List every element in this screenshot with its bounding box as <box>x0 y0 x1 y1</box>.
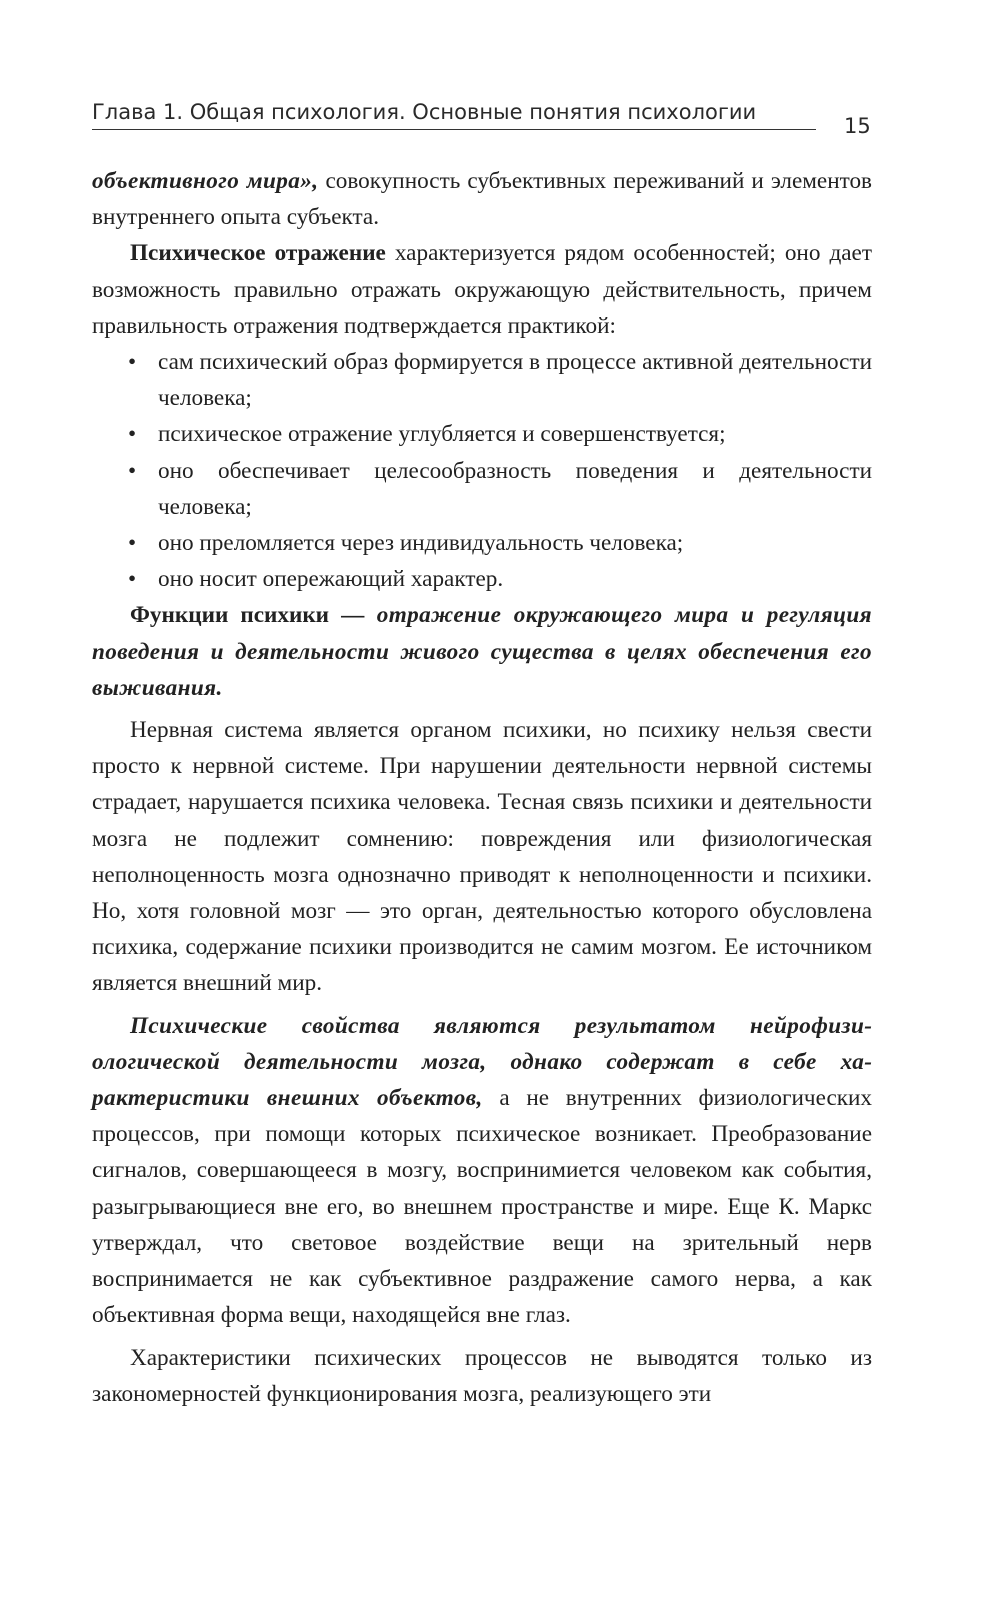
list-item <box>128 453 872 525</box>
list-item <box>128 416 872 452</box>
emphasis-text: Психические свойства являются результатом нейрофизиологической деятельности мозга, однако содержат в себе характеристики внешних объектов, <box>92 1012 872 1112</box>
running-head <box>92 100 816 130</box>
list-item-text: оно носит опережающий характер. <box>158 566 504 593</box>
paragraph-text: характеризуется рядом особенностей; оно дает возможность правильно отражать окружающую действительность, причем правильность отражения подтверждается практикой: <box>92 240 872 339</box>
list-item-text: оно преломляется через индивидуальность человека; <box>158 530 684 557</box>
bullet-icon: • <box>128 457 137 484</box>
paragraph-text: совокупность субъективных переживаний и элементов внутреннего опыта субъекта. <box>92 168 872 231</box>
list-item-text: оно обеспечивает целесообразность поведения и деятельности человека; <box>158 457 872 520</box>
term-text: Психическое отражение <box>130 240 386 267</box>
definition-text: отражение окружающего мира и регуляция поведения и деятельности живого существа в целях обеспечения его выживания. <box>92 602 873 701</box>
term-text: Функции психики — <box>130 602 365 629</box>
list-item-text: психическое отражение углубляется и совершенствуется; <box>158 421 726 448</box>
bullet-icon: • <box>128 530 137 557</box>
bullet-icon: • <box>128 566 137 593</box>
paragraph-process-characteristics: Характеристики психических процессов не выводятся только из закономерностей функционирования мозга, реализующего эти <box>92 1344 872 1407</box>
body-text <box>92 163 872 1412</box>
bullet-icon: • <box>128 349 137 376</box>
paragraph-continuation <box>92 163 872 235</box>
list-item <box>128 525 872 561</box>
paragraph-psyche-functions <box>92 597 872 706</box>
list-item <box>128 344 872 416</box>
paragraph-text: а не внутренних физиологических процессов, при помощи которых психическое возникает. Преобразование сигналов, совершающееся в мозгу, воспринимиется человеком как события, разыгрывающиеся вне его, во внешнем пространстве и мире. Еще К. Маркс утверждал, что световое воздействие вещи на зрительный нерв воспринимается не как субъективное раздражение самого нерва, а как объективная форма вещи, находящейся вне глаз. <box>92 1085 872 1329</box>
bullet-icon: • <box>128 421 137 448</box>
paragraph-nervous-system: Нервная система является органом психики, но психику нельзя свести просто к нервной системе. При нарушении деятельности нервной системы страдает, нарушается психика человека. Тесная связь психики и деятельности мозга не подлежит сомнению: повреждения или физиологическая неполноценность мозга однозначно приводят к неполноценности и психики. Но, хотя головной мозг — это орган, деятельностью которого обусловлена психика, содержание психики производится не самим мозгом. Ее источником является внешний мир. <box>92 717 872 997</box>
paragraph-psychic-reflection <box>92 235 872 344</box>
page-number: 15 <box>844 114 871 138</box>
list-item-text: сам психический образ формируется в процессе активной деятельности человека; <box>158 349 872 412</box>
list-item <box>128 561 872 597</box>
emphasis-text: объективного мира», <box>92 168 319 194</box>
paragraph-psychic-properties <box>92 1008 872 1334</box>
chapter-title: Глава 1. Общая психология. Основные понятия психологии <box>92 100 757 124</box>
features-list <box>92 344 872 597</box>
